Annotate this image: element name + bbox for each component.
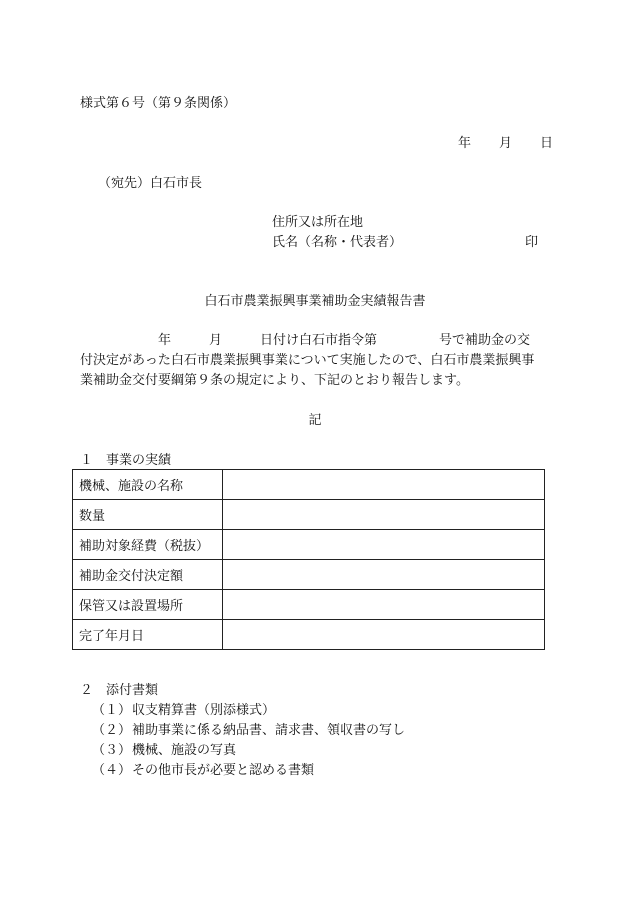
attachment-number: （３） [92, 743, 132, 758]
attachment-item [92, 763, 314, 779]
body-dated-ref: 日付け白石市指令第 [260, 333, 378, 348]
row-label: 完了年月日 [73, 620, 223, 650]
form-number: 様式第６号（第９条関係） [80, 96, 237, 111]
row-value [223, 590, 545, 620]
name-label: 氏名（名称・代表者） [272, 235, 403, 250]
body-line-3: 業補助金交付要綱第９条の規定により、下記のとおり報告します。 [80, 373, 469, 388]
body-line-1 [80, 333, 550, 349]
row-label: 補助対象経費（税抜） [73, 530, 223, 560]
table-row [73, 470, 545, 500]
attachment-number: （２） [92, 723, 132, 738]
date-line [458, 136, 553, 152]
attachment-number: （４） [92, 763, 132, 778]
body-month: 月 [209, 333, 223, 348]
row-value [223, 560, 545, 590]
table-row [73, 620, 545, 650]
address-label: 住所又は所在地 [272, 215, 364, 230]
attachment-text: 補助事業に係る納品書、請求書、領収書の写し [132, 723, 406, 738]
date-day: 日 [540, 136, 554, 151]
section-1-heading: １ 事業の実績 [80, 453, 172, 468]
attachment-item [92, 703, 275, 719]
body-year: 年 [158, 333, 172, 348]
section-2-heading: ２ 添付書類 [80, 683, 159, 698]
body-line-2: 付決定があった白石市農業振興事業について実施したので、白石市農業振興事 [80, 353, 535, 368]
attachment-text: 機械、施設の写真 [132, 743, 237, 758]
row-label: 補助金交付決定額 [73, 560, 223, 590]
row-value [223, 530, 545, 560]
table-row [73, 500, 545, 530]
ki-marker: 記 [308, 413, 322, 428]
seal-mark: 印 [525, 235, 539, 250]
date-month: 月 [499, 136, 513, 151]
row-label: 保管又は設置場所 [73, 590, 223, 620]
row-value [223, 470, 545, 500]
addressee: （宛先）白石市長 [98, 176, 203, 191]
attachment-number: （１） [92, 703, 132, 718]
row-value [223, 500, 545, 530]
attachment-item [92, 743, 236, 759]
attachment-item [92, 723, 405, 739]
row-label: 数量 [73, 500, 223, 530]
document-title: 白石市農業振興事業補助金実績報告書 [204, 294, 426, 309]
table-row [73, 530, 545, 560]
table-row [73, 590, 545, 620]
attachment-text: 収支精算書（別添様式） [132, 703, 276, 718]
results-table [72, 469, 545, 650]
row-value [223, 620, 545, 650]
table-row [73, 560, 545, 590]
body-number-suffix: 号で補助金の交 [439, 333, 531, 348]
date-year: 年 [458, 136, 472, 151]
attachment-text: その他市長が必要と認める書類 [132, 763, 315, 778]
row-label: 機械、施設の名称 [73, 470, 223, 500]
